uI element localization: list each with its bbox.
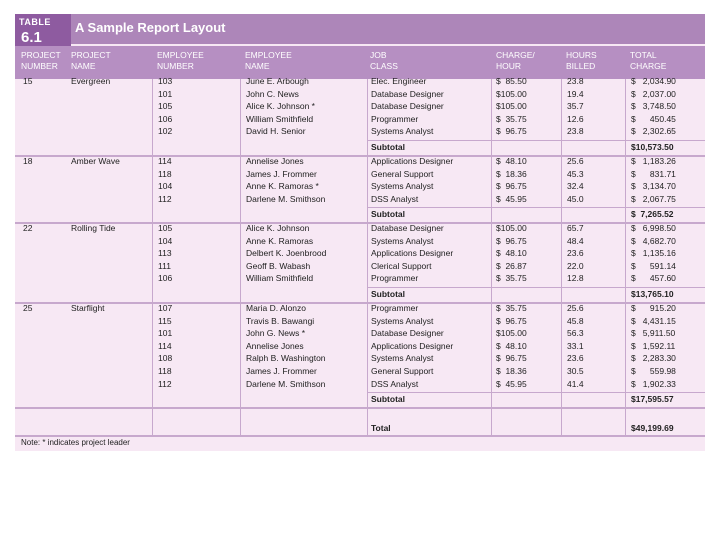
cell-emp-num: 106: [158, 113, 173, 124]
cell-emp-name: Darlene M. Smithson: [246, 193, 326, 204]
cell-emp-num: 112: [158, 378, 172, 389]
cell-job: Programmer: [371, 303, 419, 313]
project-number: 25: [23, 303, 33, 313]
cell-hours: 32.4: [567, 181, 584, 192]
col-header-project-name: PROJECT NAME: [71, 50, 111, 71]
cell-job: Systems Analyst: [371, 181, 434, 192]
cell-total: $ 457.60: [631, 273, 676, 284]
header-row: [15, 46, 705, 79]
cell-emp-num: 118: [158, 366, 172, 376]
cell-emp-name: Annelise Jones: [246, 340, 304, 351]
cell-rate: $ 18.36: [496, 366, 527, 376]
cell-emp-num: 105: [158, 223, 173, 233]
cell-total: $ 2,302.65: [631, 126, 676, 137]
cell-total: $ 3,134.70: [631, 181, 676, 192]
subtotal-label: Subtotal: [371, 142, 405, 152]
cell-job: Systems Analyst: [371, 235, 434, 246]
cell-rate: $ 96.75: [496, 126, 527, 137]
cell-job: DSS Analyst: [371, 193, 419, 204]
cell-hours: 22.0: [567, 260, 584, 271]
cell-total: $ 5,911.50: [631, 328, 676, 339]
project-name: Rolling Tide: [71, 223, 116, 233]
cell-emp-name: Delbert K. Joenbrood: [246, 248, 327, 259]
cell-emp-name: Travis B. Bawangi: [246, 315, 315, 326]
subtotal-value: $10,573.50: [631, 142, 674, 152]
cell-job: Applications Designer: [371, 156, 454, 166]
cell-total: $ 450.45: [631, 113, 676, 124]
cell-emp-num: 108: [158, 353, 173, 364]
cell-emp-name: Maria D. Alonzo: [246, 303, 306, 313]
cell-rate: $ 35.75: [496, 113, 527, 124]
cell-emp-num: 115: [158, 315, 172, 326]
cell-emp-name: James J. Frommer: [246, 366, 317, 376]
cell-rate: $105.00: [496, 328, 527, 339]
total-label: Total: [371, 423, 391, 433]
cell-job: Applications Designer: [371, 340, 454, 351]
table-number: 6.1: [21, 29, 42, 46]
cell-job: DSS Analyst: [371, 378, 419, 389]
cell-rate: $ 96.75: [496, 181, 527, 192]
cell-rate: $ 96.75: [496, 315, 527, 326]
cell-emp-num: 118: [158, 168, 172, 179]
cell-hours: 33.1: [567, 340, 584, 351]
cell-emp-num: 101: [158, 328, 173, 339]
cell-job: Systems Analyst: [371, 315, 434, 326]
total-value: $49,199.69: [631, 423, 674, 433]
cell-hours: 45.0: [567, 193, 584, 204]
cell-emp-num: 111: [158, 260, 171, 271]
cell-hours: 12.8: [567, 273, 584, 284]
cell-emp-name: David H. Senior: [246, 126, 306, 137]
cell-total: $ 2,034.90: [631, 76, 676, 86]
cell-emp-name: Darlene M. Smithson: [246, 378, 326, 389]
footnote: Note: * indicates project leader: [21, 438, 130, 447]
cell-rate: $ 18.36: [496, 168, 527, 179]
subtotal-value: $17,595.57: [631, 394, 674, 405]
cell-hours: 23.6: [567, 353, 584, 364]
cell-job: Database Designer: [371, 101, 444, 112]
cell-total: $ 831.71: [631, 168, 676, 179]
cell-job: Database Designer: [371, 328, 444, 339]
cell-hours: 65.7: [567, 223, 584, 233]
cell-rate: $ 85.50: [496, 76, 527, 86]
cell-emp-num: 114: [158, 156, 172, 166]
cell-job: Elec. Engineer: [371, 76, 427, 86]
cell-emp-name: William Smithfield: [246, 113, 314, 124]
cell-job: Systems Analyst: [371, 353, 434, 364]
cell-emp-num: 114: [158, 340, 172, 351]
cell-total: $ 591.14: [631, 260, 676, 271]
cell-total: $ 2,283.30: [631, 353, 676, 364]
project-number: 22: [23, 223, 33, 233]
cell-job: Database Designer: [371, 88, 444, 99]
cell-job: Database Designer: [371, 223, 444, 233]
cell-rate: $ 96.75: [496, 353, 527, 364]
cell-hours: 12.6: [567, 113, 584, 124]
cell-job: Clerical Support: [371, 260, 432, 271]
subtotal-label: Subtotal: [371, 289, 405, 299]
subtotal-label: Subtotal: [371, 394, 405, 405]
project-name: Amber Wave: [71, 156, 120, 166]
cell-rate: $ 48.10: [496, 340, 527, 351]
cell-emp-num: 104: [158, 235, 173, 246]
cell-emp-name: Anne K. Ramoras *: [246, 181, 319, 192]
cell-hours: 23.6: [567, 248, 584, 259]
cell-emp-name: Geoff B. Wabash: [246, 260, 311, 271]
cell-rate: $105.00: [496, 88, 527, 99]
subtotal-label: Subtotal: [371, 209, 405, 220]
cell-emp-num: 102: [158, 126, 173, 137]
project-number: 15: [23, 76, 33, 86]
cell-emp-num: 104: [158, 181, 173, 192]
cell-total: $ 6,998.50: [631, 223, 676, 233]
cell-emp-num: 101: [158, 88, 173, 99]
cell-emp-name: Annelise Jones: [246, 156, 304, 166]
table-label: TABLE: [19, 17, 51, 27]
cell-total: $ 1,183.26: [631, 156, 676, 166]
cell-emp-name: James J. Frommer: [246, 168, 317, 179]
cell-hours: 30.5: [567, 366, 584, 376]
cell-emp-name: Ralph B. Washington: [246, 353, 326, 364]
col-header-employee-number: EMPLOYEE NUMBER: [157, 50, 204, 71]
table-title: A Sample Report Layout: [75, 20, 226, 35]
cell-total: $ 4,682.70: [631, 235, 676, 246]
report-table: [15, 14, 705, 451]
cell-rate: $ 48.10: [496, 156, 527, 166]
cell-emp-name: John C. News: [246, 88, 299, 99]
cell-job: Programmer: [371, 273, 419, 284]
cell-rate: $ 45.95: [496, 378, 527, 389]
cell-job: Systems Analyst: [371, 126, 434, 137]
cell-total: $ 1,902.33: [631, 378, 676, 389]
cell-emp-name: Alice K. Johnson: [246, 223, 310, 233]
cell-hours: 41.4: [567, 378, 584, 389]
cell-hours: 56.3: [567, 328, 584, 339]
project-number: 18: [23, 156, 33, 166]
note-divider: [15, 435, 705, 437]
cell-emp-num: 112: [158, 193, 172, 204]
cell-job: Programmer: [371, 113, 419, 124]
col-header-charge-hour: CHARGE/ HOUR: [496, 50, 535, 71]
subtotal-value: $13,765.10: [631, 289, 674, 299]
cell-emp-name: Alice K. Johnson *: [246, 101, 315, 112]
cell-hours: 19.4: [567, 88, 584, 99]
cell-emp-num: 105: [158, 101, 173, 112]
cell-hours: 25.6: [567, 303, 584, 313]
cell-hours: 35.7: [567, 101, 584, 112]
cell-emp-name: June E. Arbough: [246, 76, 309, 86]
cell-rate: $ 96.75: [496, 235, 527, 246]
cell-emp-name: William Smithfield: [246, 273, 314, 284]
col-header-job-class: JOB CLASS: [370, 50, 398, 71]
col-header-employee-name: EMPLOYEE NAME: [245, 50, 292, 71]
cell-total: $ 1,592.11: [631, 340, 676, 351]
cell-hours: 23.8: [567, 76, 584, 86]
cell-hours: 25.6: [567, 156, 584, 166]
col-header-total-charge: TOTAL CHARGE: [630, 50, 667, 71]
cell-total: $ 3,748.50: [631, 101, 676, 112]
cell-total: $ 4,431.15: [631, 315, 676, 326]
cell-emp-name: John G. News *: [246, 328, 306, 339]
project-name: Evergreen: [71, 76, 111, 86]
subtotal-value: $ 7,265.52: [631, 209, 674, 220]
cell-job: General Support: [371, 168, 434, 179]
cell-rate: $ 35.75: [496, 303, 527, 313]
cell-total: $ 559.98: [631, 366, 676, 376]
cell-hours: 23.8: [567, 126, 584, 137]
cell-hours: 48.4: [567, 235, 584, 246]
col-header-project-number: PROJECT NUMBER: [21, 50, 61, 71]
cell-hours: 45.8: [567, 315, 584, 326]
cell-total: $ 2,067.75: [631, 193, 676, 204]
cell-emp-num: 107: [158, 303, 173, 313]
cell-job: Applications Designer: [371, 248, 454, 259]
cell-rate: $105.00: [496, 101, 527, 112]
cell-rate: $ 48.10: [496, 248, 527, 259]
cell-emp-name: Anne K. Ramoras: [246, 235, 314, 246]
cell-emp-num: 103: [158, 76, 173, 86]
cell-job: General Support: [371, 366, 434, 376]
project-name: Starflight: [71, 303, 105, 313]
cell-rate: $ 26.87: [496, 260, 527, 271]
cell-hours: 45.3: [567, 168, 584, 179]
cell-total: $ 915.20: [631, 303, 676, 313]
col-header-hours-billed: HOURS BILLED: [566, 50, 597, 71]
cell-total: $ 2,037.00: [631, 88, 676, 99]
cell-rate: $105.00: [496, 223, 527, 233]
cell-emp-num: 113: [158, 248, 172, 259]
cell-rate: $ 35.75: [496, 273, 527, 284]
cell-rate: $ 45.95: [496, 193, 527, 204]
cell-total: $ 1,135.16: [631, 248, 676, 259]
cell-emp-num: 106: [158, 273, 173, 284]
